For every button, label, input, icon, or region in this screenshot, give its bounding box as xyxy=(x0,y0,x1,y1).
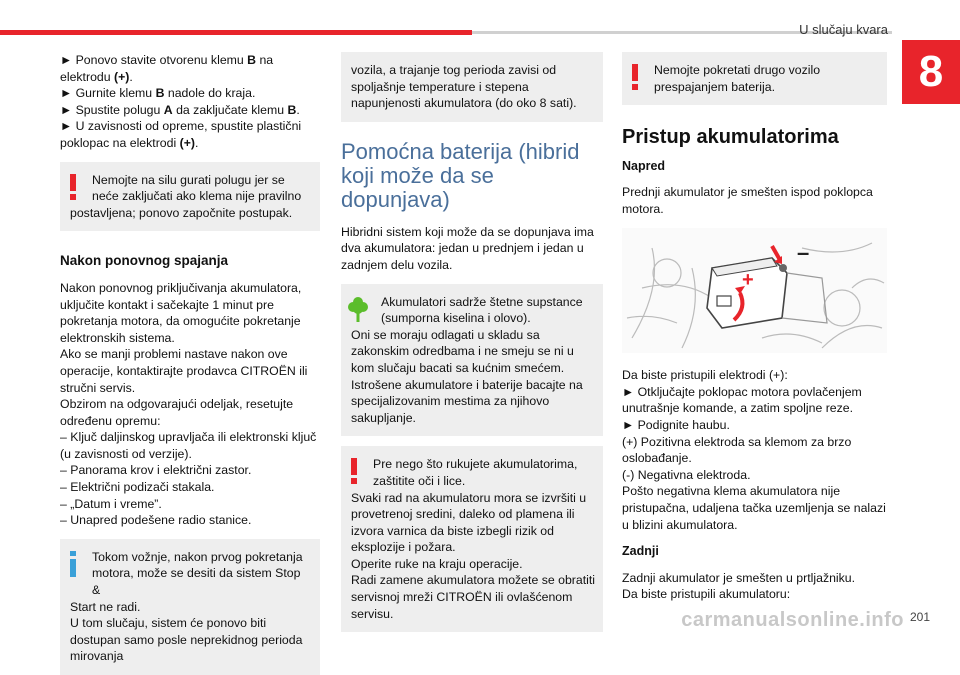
battery-access-heading: Pristup akumulatorima xyxy=(622,126,839,149)
info-icon xyxy=(66,551,80,582)
warning-exclamation-icon xyxy=(347,458,361,489)
body-paragraph: Pošto negativna klema akumulatora nije pristupačna, udaljena tačka uzemljenja se nalazi u blizini akumulatora. xyxy=(622,484,886,532)
continued-info-box xyxy=(341,52,603,122)
list-item: – Električni podizači stakala. xyxy=(60,480,215,495)
auxiliary-battery-heading: Pomoćna baterija (hibrid koji može da se dopunjava) xyxy=(341,138,580,212)
warning-box xyxy=(60,162,320,232)
body-paragraph: Zadnji akumulator je smešten u prtljažniku. xyxy=(622,570,856,585)
environment-box xyxy=(341,284,603,437)
heading-after-reconnect: Nakon ponovnog spajanja xyxy=(60,253,229,269)
warning-exclamation-icon xyxy=(628,64,642,95)
list-item: ► Podignite haubu. xyxy=(622,417,730,432)
warning-text: Nemojte pokretati drugo vozilo prespajanjem baterija. xyxy=(654,63,821,94)
column-3 xyxy=(622,52,887,603)
info-box xyxy=(60,539,320,675)
step-2: ► Gurnite klemu B nadole do kraja. xyxy=(60,86,256,101)
page-number: 201 xyxy=(909,610,930,624)
list-item: (+) Pozitivna elektroda sa klemom za brzo oslobađanje. xyxy=(622,434,852,466)
warning-text-cont: Radi zamene akumulatora možete se obratiti servisnoj mreži CITROËN ili ovlašćenom servisu. xyxy=(351,573,596,621)
step-3: ► Spustite polugu A da zaključate klemu B. xyxy=(60,102,300,117)
warning-box xyxy=(341,446,603,632)
warning-text-cont: postavljena; ponovo započnite postupak. xyxy=(70,205,293,220)
step-4: ► U zavisnosti od opreme, spustite plastični poklopac na elektrodi (+). xyxy=(60,119,302,150)
body-paragraph: Nakon ponovnog priključivanja akumulatora, uključite kontakt i sačekajte 1 minut pre pokretanja motora, da omogućite pokretanje elektronskih sistema. xyxy=(60,280,302,345)
list-item: – Panorama krov i električni zastor. xyxy=(60,463,252,478)
eco-text: Akumulatori sadrže štetne supstance (sumporna kiselina i olovo). xyxy=(381,294,583,326)
terminal-clamp xyxy=(717,296,731,306)
section-title: U slučaju kvara xyxy=(799,22,888,37)
watermark: carmanualsonline.info xyxy=(681,609,904,631)
list-item: – Unapred podešene radio stanice. xyxy=(60,513,252,528)
info-text-cont: Start ne radi. xyxy=(70,599,141,614)
body-paragraph: Ako se manji problemi nastave nakon ove operacije, kontaktirajte prodavca CITROËN ili stručni servis. xyxy=(60,347,308,395)
list-item: (-) Negativna elektroda. xyxy=(622,467,751,482)
info-text-cont: vozila, a trajanje tog perioda zavisi od spoljašnje temperature i stepena napunjenosti akumulatora (do oko 8 sati). xyxy=(351,63,577,111)
column-2 xyxy=(341,52,603,632)
info-text: Tokom vožnje, nakon prvog pokretanja motora, može se desiti da sistem Stop & xyxy=(92,549,303,598)
body-paragraph: Prednji akumulator je smešten ispod poklopca motora. xyxy=(622,185,873,216)
eco-text-cont: Oni se moraju odlagati u skladu sa zakonskim odredbama i ne smeju se ni u kom slučaju bacati sa kućnim smećem. xyxy=(351,327,574,375)
warning-text: Nemojte na silu gurati polugu jer se neće zaključati ako klema nije pravilno xyxy=(92,172,302,204)
tree-eco-icon xyxy=(347,296,369,327)
list-item: – Ključ daljinskog upravljača ili elektronski ključ (u zavisnosti od verzije). xyxy=(60,430,317,461)
chapter-number: 8 xyxy=(902,40,960,104)
header-accent-bar xyxy=(0,30,472,35)
body-paragraph: Da biste pristupili akumulatoru: xyxy=(622,587,791,602)
body-paragraph: Da biste pristupili elektrodi (+): xyxy=(622,368,788,383)
engine-bay-illustration xyxy=(622,228,887,353)
list-item: ► Otključajte poklopac motora povlačenjem unutrašnje komande, a zatim spoljne reze. xyxy=(622,384,862,416)
step-1: ► Ponovo stavite otvorenu klemu B na elektrodu (+). xyxy=(60,53,274,84)
minus-label: – xyxy=(797,239,810,265)
warning-exclamation-icon xyxy=(66,174,80,205)
warning-text-cont: Svaki rad na akumulatoru mora se izvršiti u provetrenoj sredini, daleko od plamena ili izvora varnica da biste izbegli rizik od eksplozije i požara. xyxy=(351,490,587,555)
body-paragraph: Obzirom na odgovarajući odeljak, resetujte određenu opremu: xyxy=(60,397,294,428)
warning-text-cont: Operite ruke na kraju operacije. xyxy=(351,556,523,571)
front-subheading: Napred xyxy=(622,158,666,173)
rear-subheading: Zadnji xyxy=(622,544,659,559)
body-paragraph: Hibridni sistem koji može da se dopunjava ima dva akumulatora: jedan u prednjem i jedan u zadnjem delu vozila. xyxy=(341,224,594,272)
warning-text: Pre nego što rukujete akumulatorima, zaštitite oči i lice. xyxy=(373,457,578,488)
eco-text-cont: Istrošene akumulatore i baterije bacajte na specijalizovanim mestima za njihovo sakupljanje. xyxy=(351,377,583,425)
plus-label: + xyxy=(742,268,754,291)
info-text-cont: U tom slučaju, sistem će ponovo biti dostupan samo posle neprekidnog perioda mirovanja xyxy=(70,616,303,664)
list-item: – „Datum i vreme”. xyxy=(60,496,162,511)
warning-box xyxy=(622,52,887,105)
column-1 xyxy=(60,52,320,675)
